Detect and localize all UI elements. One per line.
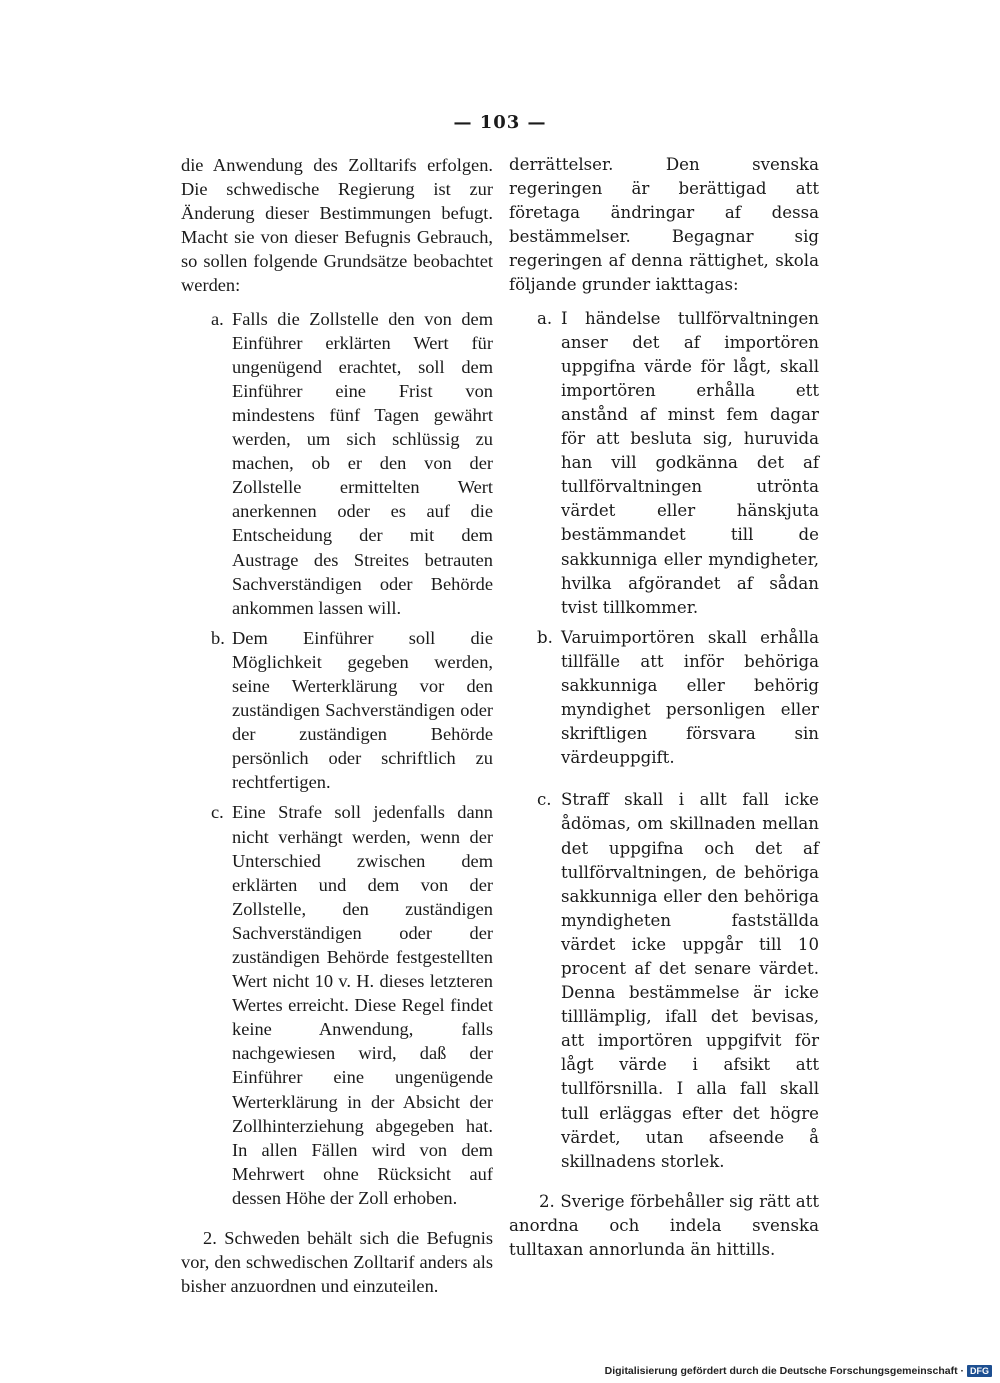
item-letter: c. (211, 802, 224, 823)
swedish-item-b (509, 626, 819, 771)
item-text: Varuimportören skall erhålla tillfälle att inför behöriga sakkunniga eller behörig myndighet personligen eller skriftligen försvara sin värdeuppgift. (561, 627, 819, 768)
german-intro: die Anwendung des Zolltarifs erfolgen. Die schwedische Regierung ist zur Änderung dieser Bestimmungen befugt. Macht sie von dieser Befugnis Gebrauch, so sollen folgende Grundsätze beobachtet werden: (181, 155, 493, 296)
german-column (181, 153, 493, 1298)
swedish-item-a (509, 307, 819, 620)
footer-text: Digitalisierung gefördert durch die Deutsche Forschungsgemeinschaft · (604, 1365, 964, 1377)
swedish-intro: derrättelser. Den svenska regeringen är berättigad att företaga ändringar af dessa bestämmelser. Begagnar sig regeringen af denna rättighet, skola följande grunder iakttagas: (509, 155, 819, 295)
item-text: Straff skall i allt fall icke ådömas, om skillnaden mellan det uppgifna och det af tullförvaltningen, de behöriga sakkunniga eller den behöriga myndigheten fastställda värdet icke uppgår till 10 procent af det senare värdet. Denna bestämmelse är icke tilllämplig, ifall det bevisas, att importören uppgifvit för lågt värde i afsikt att tullförsnilla. I alla fall skall tull erläggas efter det högre värdet, utan afseende å skillnadens storlek. (561, 790, 819, 1171)
item-letter: a. (211, 308, 224, 329)
item-text: Falls die Zollstelle den von dem Einführer erklärten Wert für ungenügend erachtet, soll dem Einführer eine Frist von mindestens fünf Tagen gewährt werden, um sich schlüssig zu machen, ob er den von der Zollstelle ermittelten Wert anerkennen oder es auf die Entscheidung der mit dem Austrage des Streites betrauten Sachverständigen oder Behörde ankommen lassen will. (232, 308, 493, 618)
swedish-item-c (509, 788, 819, 1174)
german-paragraph-2: 2. Schweden behält sich die Befugnis vor, den schwedischen Zolltarif anders als bisher anzuordnen und einzuteilen. (181, 1228, 493, 1297)
item-letter: b. (537, 627, 553, 647)
item-letter: c. (537, 790, 552, 810)
swedish-column (509, 153, 819, 1262)
dfg-logo: DFG (967, 1365, 992, 1377)
item-text: Eine Strafe soll jedenfalls dann nicht verhängt werden, wenn der Unterschied zwischen dem erklärten und dem von der Zollstelle, den zuständigen Sachverständigen oder der zuständigen Behörde festgestellten Wert nicht 10 v. H. dieses letzteren Wertes erreicht. Diese Regel findet keine Anwendung, falls nachgewiesen wird, daß der Einführer eine ungenügende Werterklärung in der Absicht der Zollhinterziehung abgegeben hat. In allen Fällen wird von dem Mehrwert ohne Rücksicht auf dessen Höhe der Zoll erhoben. (232, 802, 493, 1208)
page-number: — 103 — (453, 112, 547, 133)
item-letter: a. (537, 308, 553, 328)
swedish-paragraph-2: 2. Sverige förbehåller sig rätt att anordna och indela svenska tulltaxan annorlunda än hittills. (509, 1191, 819, 1260)
digitization-footer (605, 1365, 992, 1377)
german-item-a (181, 307, 493, 620)
german-item-c (181, 800, 493, 1210)
german-item-b (181, 626, 493, 795)
item-text: Dem Einführer soll die Möglichkeit gegeben werden, seine Werterklärung vor den zuständigen Sachverständigen oder der zuständigen Behörde persönlich oder schriftlich zu rechtfertigen. (232, 627, 493, 793)
item-text: I händelse tullförvaltningen anser det af importören uppgifna värde för lågt, skall importören erhålla ett anstånd af minst fem dagar för att besluta sig, huruvida han vill godkänna det af tullförvaltningen utrönta värdet eller hänskjuta bestämmandet till de sakkunniga eller myndigheter, hvilka afgörandet af sådan tvist tillkommer. (561, 308, 819, 617)
item-letter: b. (211, 627, 225, 648)
